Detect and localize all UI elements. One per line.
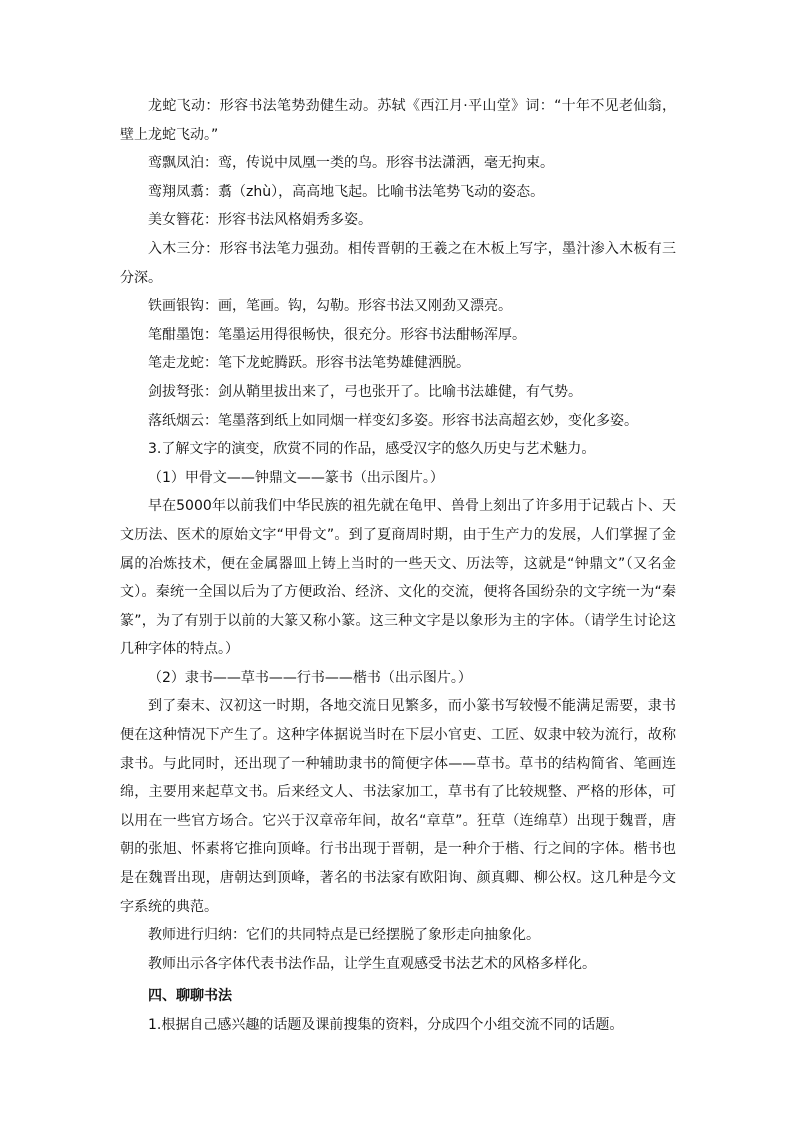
section-3-title: 3.了解文字的演变，欣赏不同的作品，感受汉字的悠久历史与艺术魅力。 [148, 441, 596, 458]
idiom-luan-piao-feng-bo: 鸾飘凤泊：鸾，传说中凤凰一类的鸟。形容书法潇洒，毫无拘束。 [148, 155, 554, 172]
idiom-long-she-fei-dong: 龙蛇飞动：形容书法笔势劲健生动。苏轼《西江月·平山堂》词：“十年不见老仙翁，壁上龙蛇飞动。” [120, 98, 676, 143]
idiom-mei-nv-zan-hua: 美女簪花：形容书法风格娟秀多姿。 [148, 212, 372, 229]
section-4-item-1: 1.根据自己感兴趣的话题及课前搜集的资料，分成四个小组交流不同的话题。 [148, 1017, 624, 1033]
paragraph-modern-scripts: 到了秦末、汉初这一时期，各地交流日见繁多，而小篆书写较慢不能满足需要，隶书便在这种情况下产生了。这种字体据说当时在下层小官吏、工匠、奴隶中较为流行，故称隶书。与此同时，还出现了一种辅助隶书的简便字体——草书。草书的结构简省、笔画连绵，主要用来起草文书。后来经文人、书法家加工，草书有了比较规整、严格的形体，可以用在一些官方场合。它兴于汉章帝年间，故名“章草”。狂草（连绵草）出现于魏晋，唐朝的张旭、怀素将它推向顶峰。行书出现于晋朝，是一种介于楷、行之间的字体。楷书也是在魏晋出现，唐朝达到顶峰，著名的书法家有欧阳询、颜真卿、柳公权。这几种是今文字系统的典范。 [120, 698, 676, 915]
paragraph-ancient-scripts: 早在5000年以前我们中华民族的祖先就在龟甲、兽骨上刻出了许多用于记载占卜、天文历法、医术的原始文字“甲骨文”。到了夏商周时期，由于生产力的发展，人们掌握了金属的冶炼技术，便在金属器皿上铸上当时的一些天文、历法等，这就是“钟鼎文”（又名金文）。秦统一全国以后为了方便政治、经济、文化的交流，便将各国纷杂的文字统一为“秦篆”，为了有别于以前的大篆又称小篆。这三种文字是以象形为主的字体。（请学生讨论这几种字体的特点。） [120, 498, 676, 658]
idiom-bi-han-mo-bao: 笔酣墨饱：笔墨运用得很畅快，很充分。形容书法酣畅浑厚。 [148, 326, 526, 343]
idiom-bi-zou-long-she: 笔走龙蛇：笔下龙蛇腾跃。形容书法笔势雄健洒脱。 [148, 355, 470, 372]
idiom-tie-hua-yin-gou: 铁画银钩：画，笔画。钩，勾勒。形容书法又刚劲又漂亮。 [148, 298, 512, 315]
teacher-summary: 教师进行归纳：它们的共同特点是已经摆脱了象形走向抽象化。 [148, 927, 540, 944]
idiom-jian-ba-nu-zhang: 剑拔弩张：剑从鞘里拔出来了，弓也张开了。比喻书法雄健，有气势。 [148, 383, 582, 400]
idiom-luo-zhi-yan-yun: 落纸烟云：笔墨落到纸上如同烟一样变幻多姿。形容书法高超玄妙，变化多姿。 [148, 412, 638, 429]
teacher-display-works: 教师出示各字体代表书法作品，让学生直观感受书法艺术的风格多样化。 [148, 955, 596, 972]
section-4-heading: 四、聊聊书法 [148, 988, 232, 1005]
idiom-ru-mu-san-fen: 入木三分：形容书法笔力强劲。相传晋朝的王羲之在木板上写字，墨汁渗入木板有三分深。 [120, 240, 676, 286]
idiom-luan-xiang-feng-zhu: 鸾翔凤翥：翥（zhù），高高地飞起。比喻书法笔势飞动的姿态。 [148, 183, 545, 200]
subsection-1-title: （1）甲骨文——钟鼎文——篆书（出示图片。） [148, 469, 444, 486]
document-page [120, 92, 676, 1040]
subsection-2-title: （2）隶书——草书——行书——楷书（出示图片。） [148, 669, 472, 686]
